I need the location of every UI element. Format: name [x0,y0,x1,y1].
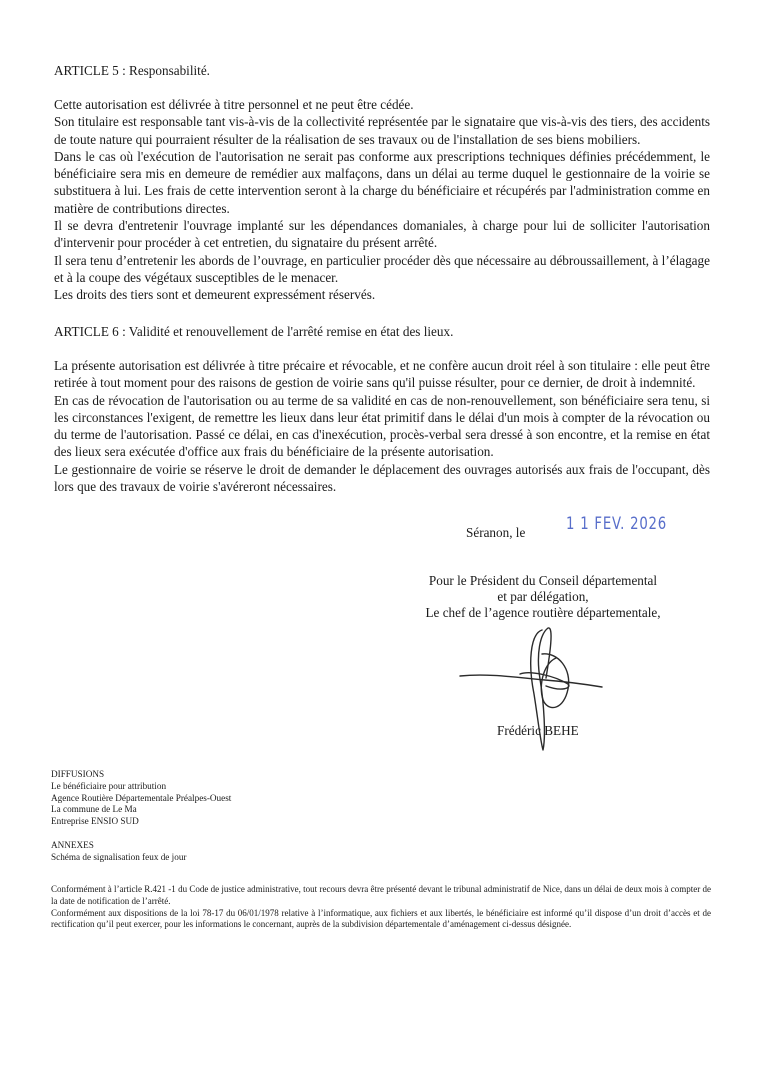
place-label: Séranon, le [466,525,526,540]
article-6-heading-block [54,323,710,340]
article-6-paragraph: Le gestionnaire de voirie se réserve le droit de demander le déplacement des ouvrages autorisés aux frais de l'occupant, dès lors que des travaux de voirie s'avéreront nécessaires. [54,461,710,495]
signature-line: et par délégation, [497,589,589,605]
signature-line: Le chef de l’agence routière départementale, [425,605,661,621]
diffusions-title: DIFFUSIONS [51,769,105,779]
annex-item: Schéma de signalisation feux de jour [51,851,187,862]
legal-footnotes [51,884,711,931]
annexes-title: ANNEXES [51,840,94,850]
signer-name: Frédéric BEHE [497,723,579,738]
article-6-paragraph: En cas de révocation de l'autorisation ou au terme de sa validité en cas de non-renouvellement, son bénéficiaire sera tenu, si les circonstances l'exigent, de remettre les lieux dans leur état primitif dans le délai d'un mois à compter de la révocation ou du terme de l'autorisation. Passé ce délai, en cas d'inexécution, procès-verbal sera dressé à son encontre, et la remise en état des lieux sera exécutée d'office aux frais du bénéficiaire de la présente autorisation. [54,392,710,460]
diffusions-section [51,769,707,828]
article-5-body [54,96,710,304]
diffusion-item: Le bénéficiaire pour attribution [51,780,167,791]
diffusion-item: Agence Routière Départementale Préalpes-Ouest [51,792,232,803]
article-5-paragraph: Cette autorisation est délivrée à titre personnel et ne peut être cédée. [54,97,414,112]
article-5-paragraph: Il se devra d'entretenir l'ouvrage implanté sur les dépendances domaniales, à charge pour lui de solliciter l'autorisation d'intervenir pour procéder à cet entretien, du signataire du présent arrêté. [54,218,710,251]
annexes-section [51,840,707,864]
article-5-paragraph: Les droits des tiers sont et demeurent expressément réservés. [54,287,376,303]
diffusion-item: La commune de Le Ma [51,804,137,815]
date-stamp: 1 1 FEV. 2026 [566,514,667,534]
article-6-paragraph: La présente autorisation est délivrée à titre précaire et révocable, et ne confère aucun droit réel à son titulaire : elle peut être retirée à tout moment pour des raisons de gestion de voirie sans qu'il puisse résulter, pour ce dernier, de droit à indemnité. [54,358,710,391]
article-5-heading-block [54,62,710,79]
footnote: Conformément à l’article R.421 -1 du Code de justice administrative, tout recours devra être présenté devant le tribunal administratif de Nice, dans un délai de deux mois à compter de la date de notification de l’arrêté. [51,884,711,906]
signature-line: Pour le Président du Conseil départemental [428,573,658,588]
article-5-paragraph: Il sera tenu d’entretenir les abords de l’ouvrage, en particulier procéder dès que nécessaire au débroussaillement, à l’élagage et à la coupe des végétaux susceptibles de le menacer. [54,252,710,285]
article-5-heading: ARTICLE 5 : Responsabilité. [54,63,210,78]
article-5-paragraph: Dans le cas où l'exécution de l'autorisation ne serait pas conforme aux prescriptions techniques définies précédemment, le bénéficiaire sera mis en demeure de remédier aux malfaçons, dans un délai au terme duquel le gestionnaire de la voirie se substituera à lui. Les frais de cette intervention seront à la charge du bénéficiaire et récupérés par l'administration comme en matière de contributions directes. [54,148,710,216]
article-5-paragraph: Son titulaire est responsable tant vis-à-vis de la collectivité représentée par le signataire que vis-à-vis des tiers, des accidents de toute nature qui pourraient résulter de la réalisation de ses travaux ou de l'installation de ses biens mobiliers. [54,114,710,147]
signature-block [398,573,688,622]
diffusion-item: Entreprise ENSIO SUD [51,816,139,827]
article-6-heading: ARTICLE 6 : Validité et renouvellement de l'arrêté remise en état des lieux. [54,324,454,339]
footnote: Conformément aux dispositions de la loi 78-17 du 06/01/1978 relative à l’informatique, aux fichiers et aux libertés, le bénéficiaire est informé qu’il dispose d’un droit d’accès et de rectification qu’il peut exercer, pour les informations le concernant, auprès de la subdivision départementale d’aménagement ci-dessus désignée. [51,907,711,930]
article-6-body [54,357,710,495]
